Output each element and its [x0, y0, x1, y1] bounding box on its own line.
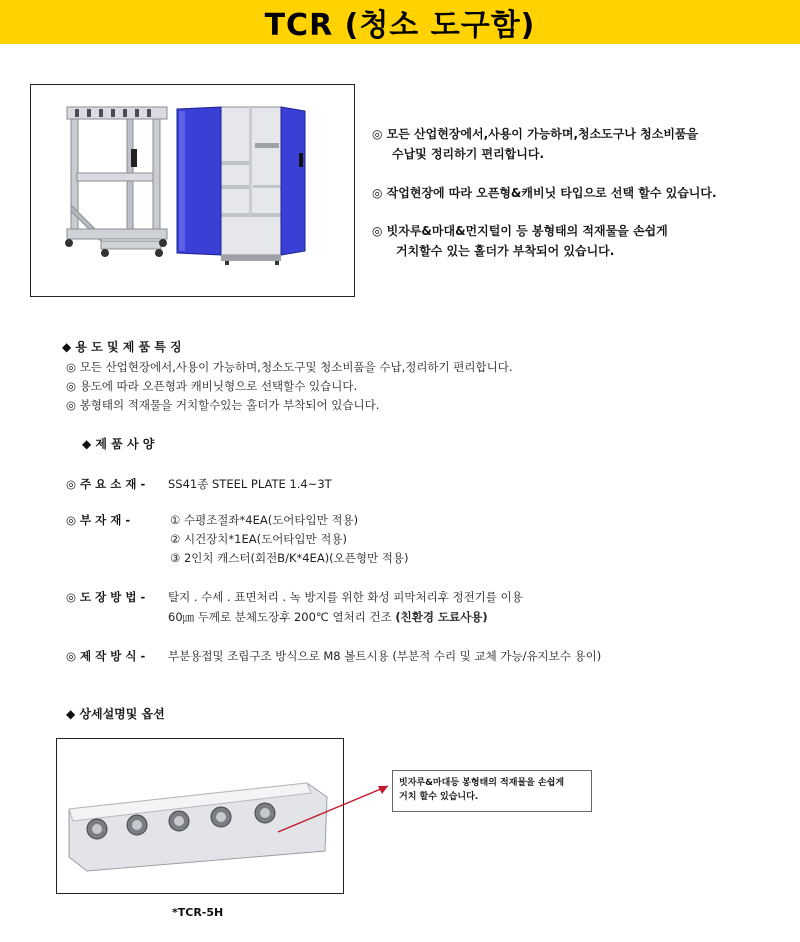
- material-value: SS41종 STEEL PLATE 1.4~3T: [168, 477, 332, 491]
- spec-heading: ◆ 제 품 사 양: [82, 437, 155, 451]
- callout-line-2: 거치 할수 있습니다.: [399, 792, 479, 802]
- usage-line-1: ◎ 모든 산업현장에서,사용이 가능하며,청소도구및 청소비품을 수납,정리하기 편리합니다.: [66, 360, 513, 374]
- feature-line-4: ◎ 빗자루&마대&먼지털이 등 봉형태의 적재물을 손쉽게: [372, 224, 668, 238]
- coating-line-2: [168, 609, 488, 625]
- coating-label: ◎ 도 장 방 법 -: [66, 590, 146, 604]
- page-title: TCR (청소 도구함): [264, 8, 536, 43]
- parts-item-2: ② 시건장치*1EA(도어타입만 적용): [170, 532, 347, 546]
- method-value: 부분용접및 조립구조 방식으로 M8 볼트시용 (부분적 수리 및 교체 가능/유지보수 용이): [168, 649, 602, 663]
- coating-line-2-text: 60㎛ 두께로 분체도장후 200℃ 열처리 건조: [168, 610, 392, 624]
- callout-arrow: [270, 780, 395, 840]
- feature-line-3: ◎ 작업현장에 따라 오픈형&캐비닛 타입으로 선택 할수 있습니다.: [372, 186, 717, 200]
- feature-line-2: 수납및 정리하기 편리합니다.: [392, 147, 545, 161]
- method-label: ◎ 제 작 방 식 -: [66, 649, 146, 663]
- parts-item-3: ③ 2인치 캐스터(회전B/K*4EA)(오픈형만 적용): [170, 551, 409, 565]
- material-label: ◎ 주 요 소 재 -: [66, 477, 146, 491]
- title-bar: [0, 0, 800, 44]
- coating-line-1: 탈지 . 수세 . 표면처리 . 녹 방지를 위한 화성 피막처리후 정전기를 이용: [168, 590, 523, 604]
- cabinet-type-image: [177, 107, 305, 265]
- detail-heading: ◆ 상세설명및 옵션: [66, 707, 165, 721]
- callout-box: [392, 770, 592, 812]
- open-type-rack-image: [65, 107, 167, 257]
- usage-heading: ◆ 용 도 및 제 품 특 징: [62, 340, 182, 354]
- product-illustration: [31, 85, 354, 296]
- feature-line-1: ◎ 모든 산업현장에서,사용이 가능하며,청소도구나 청소비품을: [372, 127, 699, 141]
- usage-line-2: ◎ 용도에 따라 오픈형과 캐비닛형으로 선택할수 있습니다.: [66, 379, 358, 393]
- usage-line-3: ◎ 봉형태의 적재물을 거치할수있는 홀더가 부착되어 있습니다.: [66, 398, 380, 412]
- product-image-box: [30, 84, 355, 297]
- eco-paint-note: (친환경 도료사용): [395, 610, 488, 624]
- parts-item-1: ① 수평조절좌*4EA(도어타입만 적용): [170, 513, 359, 527]
- model-caption: *TCR-5H: [172, 906, 224, 919]
- feature-line-5: 거치할수 있는 홀더가 부착되어 있습니다.: [396, 244, 615, 258]
- callout-line-1: 빗자루&마대등 봉형태의 적재물을 손쉽게: [399, 778, 565, 788]
- parts-label: ◎ 부 자 재 -: [66, 513, 131, 527]
